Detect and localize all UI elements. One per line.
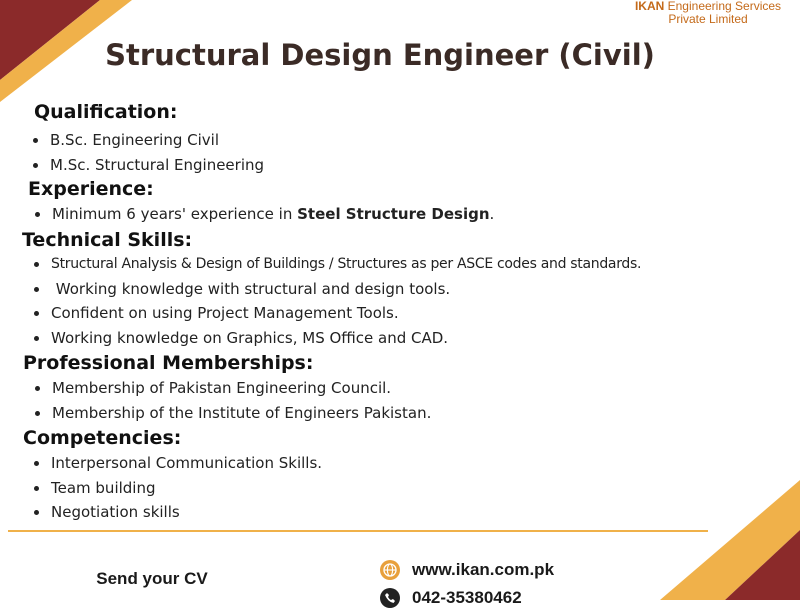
technical-skills-heading: Technical Skills: <box>22 229 193 251</box>
list-item <box>30 202 494 227</box>
qualification-list <box>28 128 264 177</box>
list-item: Membership of Pakistan Engineering Council. <box>30 376 431 401</box>
memberships-heading: Professional Memberships: <box>23 352 314 374</box>
footer-divider <box>8 530 708 532</box>
send-cv-text: Send your CV <box>96 569 208 588</box>
list-item: Interpersonal Communication Skills. <box>29 451 322 476</box>
company-name-line2: Private Limited <box>668 12 748 26</box>
page-title: Structural Design Engineer (Civil) <box>105 38 655 72</box>
list-item: Working knowledge on Graphics, MS Office and CAD. <box>29 326 641 351</box>
list-item: Negotiation skills <box>29 500 322 525</box>
website-contact[interactable] <box>380 560 554 580</box>
company-name-bold: IKAN <box>634 0 665 13</box>
website-link[interactable]: www.ikan.com.pk <box>412 560 555 579</box>
competencies-list <box>29 451 322 525</box>
list-item: B.Sc. Engineering Civil <box>28 128 264 153</box>
company-name-rest: Engineering Services <box>664 0 782 13</box>
memberships-list <box>30 376 431 425</box>
cropped-email-line <box>40 592 264 600</box>
experience-list <box>30 202 494 227</box>
list-item: Structural Analysis & Design of Buildings / Structures as per ASCE codes and standards. <box>29 252 641 277</box>
list-item: Membership of the Institute of Engineers Pakistan. <box>30 401 431 426</box>
experience-bold: Steel Structure Design <box>297 205 490 223</box>
qualification-heading: Qualification: <box>34 101 178 123</box>
competencies-heading: Competencies: <box>23 427 182 449</box>
cropped-header-text <box>300 0 500 2</box>
list-item: M.Sc. Structural Engineering <box>28 153 264 178</box>
bottom-right-corner-decoration <box>640 470 800 600</box>
phone-contact[interactable] <box>380 588 522 608</box>
experience-suffix: . <box>489 205 495 223</box>
phone-number[interactable]: 042-35380462 <box>412 588 522 607</box>
company-name <box>610 0 800 26</box>
list-item: Confident on using Project Management Tools. <box>29 301 641 326</box>
experience-prefix: Minimum 6 years' experience in <box>52 205 298 223</box>
globe-icon <box>380 560 400 580</box>
list-item: Team building <box>29 476 322 501</box>
phone-icon <box>380 588 400 608</box>
list-item: Working knowledge with structural and design tools. <box>29 277 641 302</box>
experience-heading: Experience: <box>28 178 154 200</box>
technical-skills-list <box>29 252 641 350</box>
